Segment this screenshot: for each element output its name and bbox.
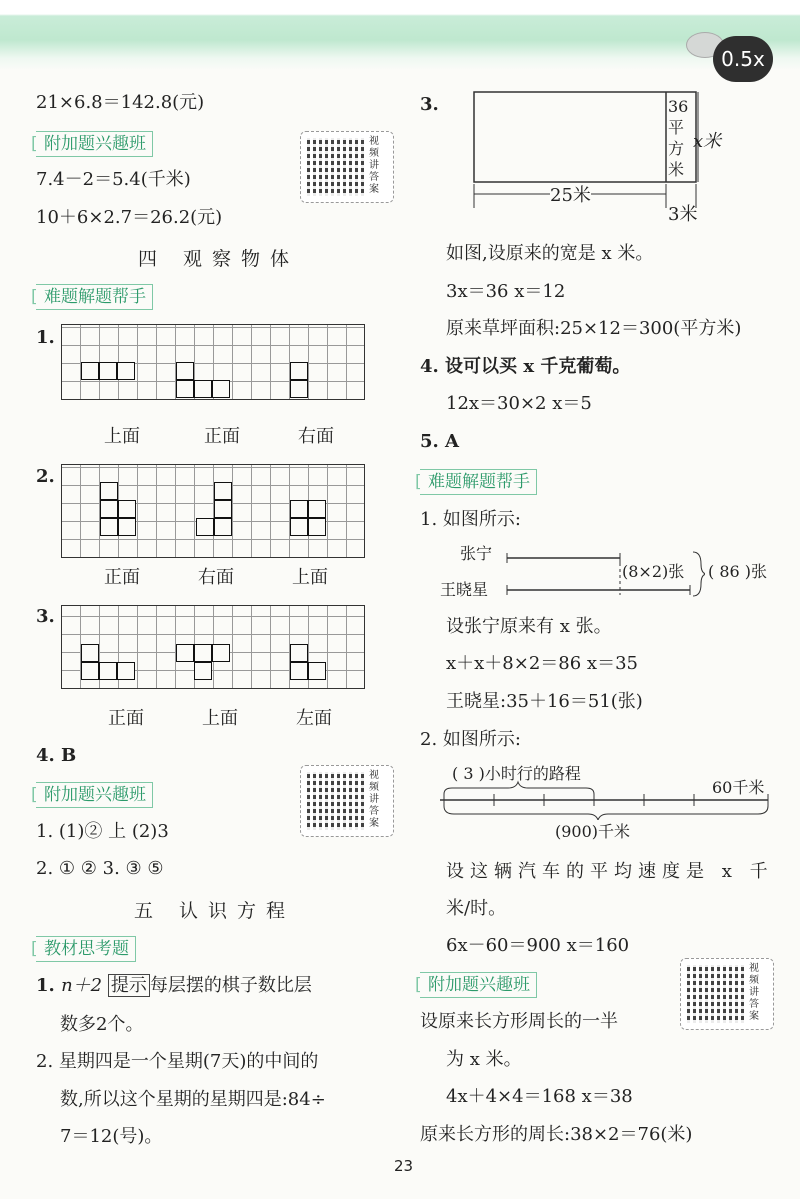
- line-diagram: [438, 780, 778, 820]
- answer-line: 1. (1)② 上 (2)3: [36, 821, 169, 842]
- answer-line: 2. ① ② 3. ③ ⑤: [36, 858, 164, 879]
- view-label: 左面: [296, 708, 332, 729]
- answer-line: x＋x＋8×2＝86 x＝35: [446, 653, 638, 674]
- section-tag: [ 附加题兴趣班: [36, 782, 153, 808]
- answer-line: [36, 974, 312, 998]
- question-number: 3.: [36, 606, 55, 627]
- view-label: 正面: [108, 708, 144, 729]
- q-num: 1.: [36, 975, 62, 996]
- qr-label: 视频讲答案: [369, 136, 379, 195]
- answer-line: 5. A: [420, 431, 460, 452]
- side-label: 36平方米: [668, 97, 689, 179]
- view-label: 右面: [298, 426, 334, 447]
- answer-line: 7.4－2＝5.4(千米): [36, 169, 191, 190]
- playback-speed-button[interactable]: 0.5x: [713, 36, 773, 82]
- answer-line: 米/时。: [446, 898, 507, 919]
- question-number: 1.: [36, 327, 55, 348]
- qr-code-icon: [307, 138, 365, 196]
- page-number: 23: [394, 1157, 414, 1175]
- answer-line: 王晓星:35＋16＝51(张): [446, 691, 643, 712]
- qr-code[interactable]: [300, 765, 394, 837]
- view-grid: [61, 464, 365, 558]
- qr-code-icon: [687, 965, 745, 1023]
- name-label: 王晓星: [440, 580, 489, 599]
- section-tag: [ 教材思考题: [36, 936, 136, 962]
- diff-label: (8×2)张: [622, 562, 685, 581]
- answer-line: 设这辆汽车的平均速度是 x 千: [446, 861, 774, 882]
- answer-line: 12x＝30×2 x＝5: [446, 393, 592, 414]
- name-label: 张宁: [460, 544, 493, 563]
- chapter-heading: 四 观察物体: [138, 248, 300, 270]
- distance-label: (900)千米: [555, 822, 631, 841]
- answer-line: 2. 星期四是一个星期(7天)的中间的: [36, 1051, 319, 1072]
- km-label: 60千米: [712, 778, 765, 797]
- qr-code-icon: [307, 772, 365, 830]
- hint-text: 每层摆的棋子数比层: [149, 975, 312, 996]
- x-label: x米: [693, 131, 722, 152]
- section-tag: [ 附加题兴趣班: [36, 131, 153, 157]
- answer-line: 3x＝36 x＝12: [446, 281, 566, 302]
- answer-line: 2. 如图所示:: [420, 729, 521, 750]
- answer-line: 4x＋4×4＝168 x＝38: [446, 1086, 633, 1107]
- qr-label: 视频讲答案: [749, 963, 759, 1022]
- answer-line: 6x－60＝900 x＝160: [446, 935, 630, 956]
- qr-code[interactable]: [300, 131, 394, 203]
- view-grid: [61, 324, 365, 400]
- answer-line: 4. B: [36, 745, 77, 766]
- view-label: 右面: [198, 567, 234, 588]
- answer-line: 数,所以这个星期的星期四是:84÷: [60, 1089, 326, 1110]
- answer-line: 设张宁原来有 x 张。: [446, 616, 612, 637]
- answer-line: 10＋6×2.7＝26.2(元): [36, 207, 223, 228]
- qr-label: 视频讲答案: [369, 770, 379, 829]
- answer-line: 数多2个。: [60, 1014, 144, 1035]
- question-number: 3.: [420, 94, 439, 115]
- answer-line: 为 x 米。: [446, 1049, 522, 1070]
- view-label: 正面: [104, 567, 140, 588]
- view-label: 正面: [204, 426, 240, 447]
- section-tag: [ 难题解题帮手: [420, 469, 537, 495]
- view-grid: [61, 605, 365, 689]
- small-label: 3米: [668, 204, 698, 225]
- answer-line: 1. 如图所示:: [420, 509, 521, 530]
- answer-line: 原来长方形的周长:38×2＝76(米): [420, 1124, 693, 1145]
- time-label: ( 3 )小时行的路程: [452, 764, 581, 783]
- answer-line: 原来草坪面积:25×12＝300(平方米): [446, 318, 742, 339]
- hint-tag: 提示: [108, 974, 150, 997]
- view-label: 上面: [104, 426, 140, 447]
- chapter-heading: 五 认识方程: [134, 900, 296, 922]
- answer-line: 如图,设原来的宽是 x 米。: [446, 243, 654, 264]
- answer-line: 4. 设可以买 x 千克葡萄。: [420, 356, 631, 377]
- bottom-label: 25米: [550, 185, 591, 206]
- view-label: 上面: [292, 567, 328, 588]
- header-band: [0, 0, 800, 70]
- question-number: 2.: [36, 466, 55, 487]
- total-label: ( 86 )张: [708, 562, 768, 581]
- expr: n＋2: [61, 975, 108, 996]
- view-label: 上面: [202, 708, 238, 729]
- answer-line: 7＝12(号)。: [60, 1126, 163, 1147]
- answer-line: 设原来长方形周长的一半: [420, 1011, 618, 1032]
- qr-code[interactable]: [680, 958, 774, 1030]
- section-tag: [ 附加题兴趣班: [420, 972, 537, 998]
- answer-line: 21×6.8＝142.8(元): [36, 92, 205, 113]
- section-tag: [ 难题解题帮手: [36, 284, 153, 310]
